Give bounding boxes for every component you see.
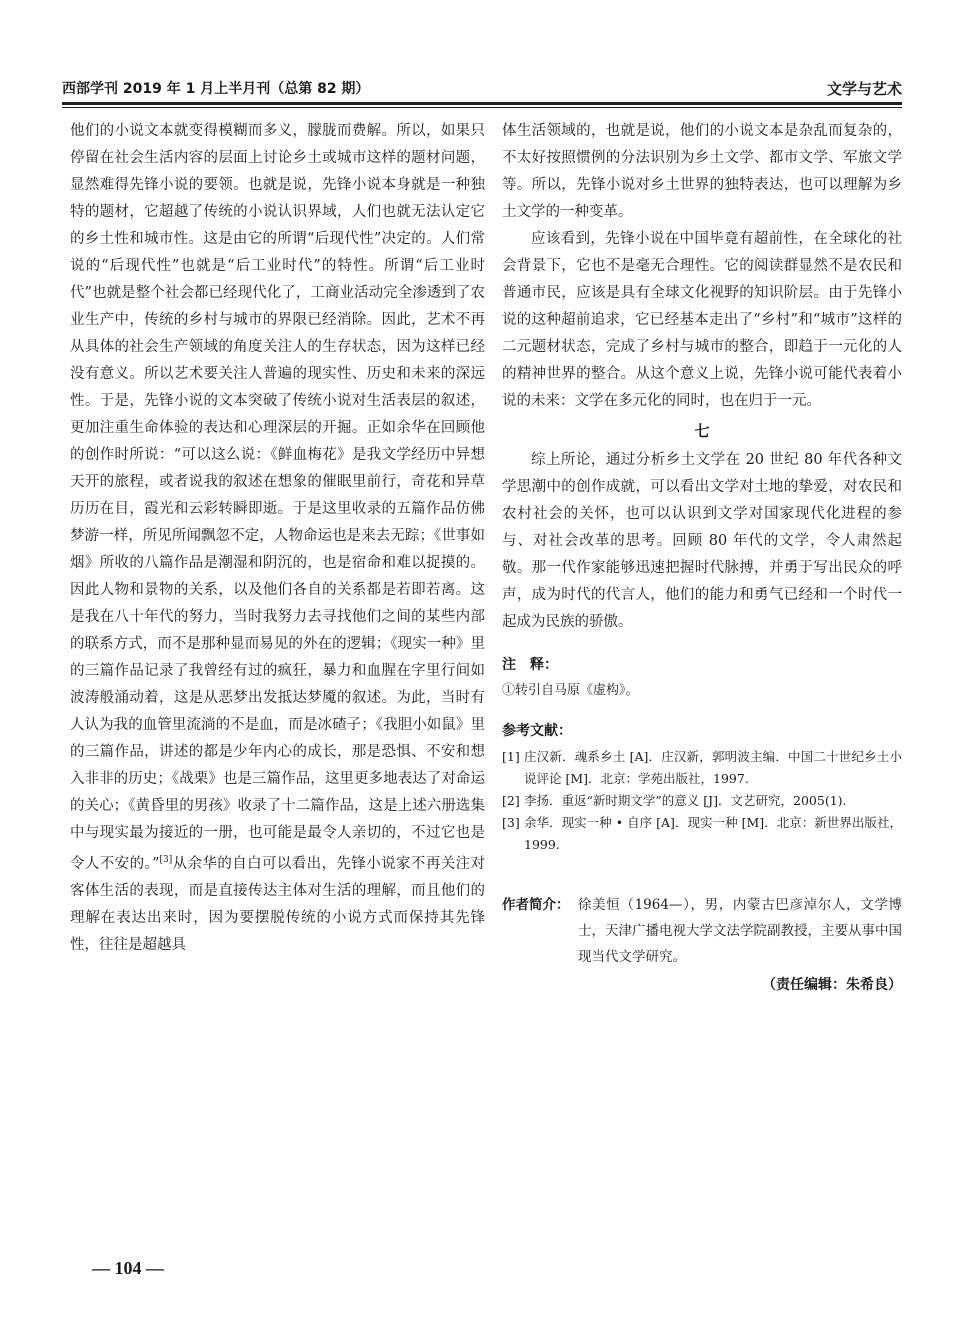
reference-number: [2]	[502, 793, 520, 808]
body-paragraph: 综上所论，通过分析乡土文学在 20 世纪 80 年代各种文学思潮中的创作成就，可以看出文学对土地的挚爱，对农民和农村社会的关怀，也可以认识到文学对国家现代化进程的参与、对社会改革的思考。回顾 80 年代的文学，令人肃然起敬。那一代作家能够迅速把握时代脉搏，并勇于写出民众的呼声，成为时代的代言人，他们的能力和勇气已经和一个时代一起成为民族的骄傲。	[502, 452, 902, 630]
reference-number: [3]	[502, 815, 520, 830]
page-number: — 104 —	[92, 1258, 164, 1278]
header-rule-thin	[62, 107, 902, 108]
paragraph-text: 他们的小说文本就变得模糊而多义，朦胧而费解。所以，如果只停留在社会生活内容的层面上讨论乡土或城市这样的题材问题，显然难得先锋小说的要领。也就是说，先锋小说本身就是一种独特的题材，它超越了传统的小说认识界域，人们也就无法认定它的乡土性和城市性。这是由它的所谓“后现代性”决定的。人们常说的“后现代性”也就是“后工业时代”的特性。所谓“后工业时代”也就是整个社会都已经现代化了，工商业活动完全渗透到了农业生产中，传统的乡村与城市的界限已经消除。因此，艺术不再从具体的社会生产领域的角度关注人的生存状态，因为这样已经没有意义。所以艺术要关注人普遍的现实性、历史和未来的深远性。于是，先锋小说的文本突破了传统小说对生活表层的叙述，更加注重生命体验的表达和心理深层的开掘。正如余华在回顾他的创作时所说：“可以这么说：《鲜血梅花》是我文学经历中异想天开的旅程，或者说我的叙述在想象的催眠里前行，奇花和异草历历在目，霞光和云彩转瞬即逝。于是这里收录的五篇作品仿佛梦游一样，所见所闻飘忽不定，人物命运也是来去无踪；《世事如烟》所收的八篇作品是潮湿和阴沉的，也是宿命和难以捉摸的。因此人物和景物的关系，以及他们各自的关系都是若即若离。这是我在八十年代的努力，当时我努力去寻找他们之间的某些内部的联系方式，而不是那种显而易见的外在的逻辑；《现实一种》里的三篇作品记录了我曾经有过的疯狂，暴力和血腥在字里行间如波涛般涌动着，这是从恶梦出发抵达梦魇的叙述。为此，当时有人认为我的血管里流淌的不是血，而是冰碴子；《我胆小如鼠》里的三篇作品，讲述的都是少年内心的成长，那是恐惧、不安和想入非非的历史；《战栗》也是三篇作品，这里更多地表达了对命运的关心；《黄昏里的男孩》收录了十二篇作品，这是上述六册选集中与现实最为接近的一册，也可能是最令人亲切的，不过它也是令人不安的。”	[70, 123, 485, 872]
author-bio-text: 徐美恒（1964—），男，内蒙古巴彦淖尔人，文学博士，天津广播电视大学文法学院副教授，主要从事中国现当代文学研究。	[578, 897, 902, 965]
reference-item	[502, 790, 902, 812]
reference-text: 余华．现实一种 • 自序 [A]．现实一种 [M]．北京：新世界出版社，1999.	[524, 815, 902, 852]
journal-issue-info: 西部学刊 2019 年 1 月上半月刊（总第 82 期）	[62, 81, 370, 97]
body-paragraph	[70, 118, 485, 959]
right-column	[502, 118, 902, 994]
notes-title: 注 释：	[502, 657, 558, 673]
left-column	[70, 118, 485, 959]
paragraph-text-continued: 从余华的自白可以看出，先锋小说家不再关注对客体生活的表现，而是直接传达主体对生活的理解，而且他们的理解在表达出来时，因为要摆脱传统的小说方式而保持其先锋性，往往是超越具	[70, 855, 485, 953]
body-paragraph: 应该看到，先锋小说在中国毕竟有超前性，在全球化的社会背景下，它也不是毫无合理性。它的阅读群显然不是农民和普通市民，应该是具有全球文化视野的知识阶层。由于先锋小说的这种超前追求，它已经基本走出了“乡村”和“城市”这样的二元题材状态，完成了乡村与城市的整合，即趋于一元化的人的精神世界的整合。从这个意义上说，先锋小说可能代表着小说的未来：文学在多元化的同时，也在归于一元。	[502, 231, 902, 409]
reference-number: [1]	[502, 749, 520, 764]
responsible-editor: （责任编辑：朱希良）	[762, 977, 902, 993]
note-item: ①转引自马原《虚构》。	[502, 683, 639, 698]
references-title: 参考文献：	[502, 723, 572, 739]
body-paragraph: 体生活领域的，也就是说，他们的小说文本是杂乱而复杂的，不太好按照惯例的分法识别为乡土文学、都市文学、军旅文学等。所以，先锋小说对乡土世界的独特表达，也可以理解为乡土文学的一种变革。	[502, 123, 902, 220]
citation-marker: [3]	[159, 855, 173, 865]
reference-item	[502, 812, 902, 856]
section-name: 文学与艺术	[826, 80, 902, 98]
reference-text: 李扬．重返“新时期文学”的意义 [J]．文艺研究，2005(1).	[524, 793, 847, 808]
author-bio-label: 作者简介：	[502, 897, 570, 913]
header-rule-thick	[62, 102, 902, 105]
reference-text: 庄汉新．魂系乡土 [A]．庄汉新，郭明波主编．中国二十世纪乡土小说评论 [M]．北京：学苑出版社，1997.	[524, 749, 902, 786]
author-bio	[502, 892, 902, 970]
section-heading: 七	[694, 422, 710, 440]
reference-item	[502, 746, 902, 790]
running-header	[62, 74, 902, 100]
